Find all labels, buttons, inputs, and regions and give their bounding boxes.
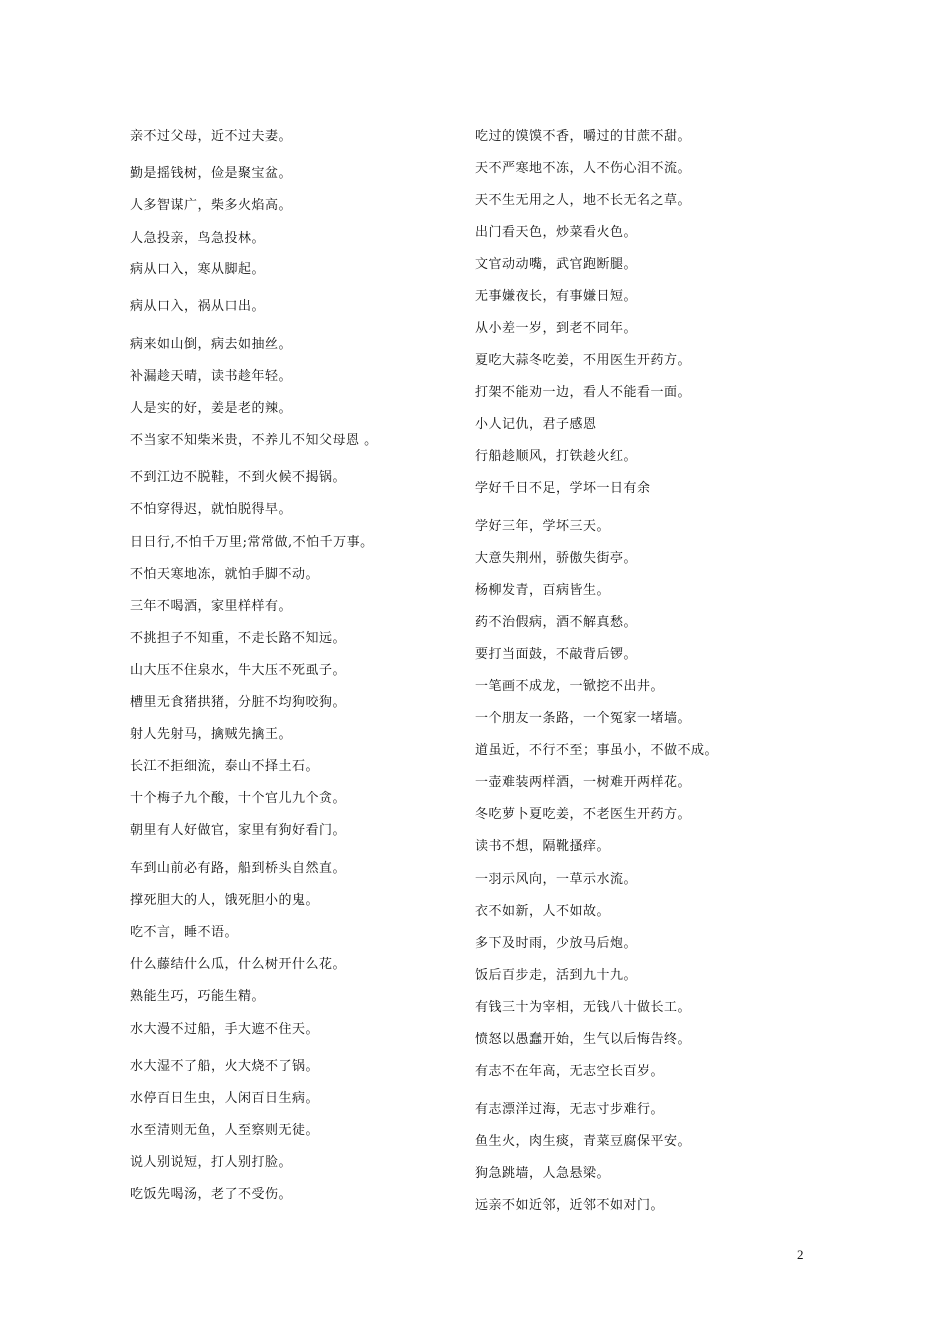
proverb-line: 狗急跳墙，人急悬梁。	[475, 1166, 611, 1181]
proverb-line: 杨柳发青，百病皆生。	[475, 583, 611, 598]
proverb-line: 药不治假病，酒不解真愁。	[475, 615, 638, 630]
proverb-line: 不挑担子不知重，不走长路不知远。	[130, 631, 347, 646]
proverb-line: 学好三年，学坏三天。	[475, 519, 611, 534]
proverb-line: 冬吃萝卜夏吃姜，不老医生开药方。	[475, 807, 692, 822]
proverb-line: 水至清则无鱼，人至察则无徒。	[130, 1123, 320, 1138]
proverb-line: 小人记仇，君子感恩	[475, 417, 597, 432]
proverb-line: 不当家不知柴米贵，不养儿不知父母恩 。	[130, 433, 378, 448]
proverb-line: 无事嫌夜长，有事嫌日短。	[475, 289, 638, 304]
proverb-line: 从小差一岁，到老不同年。	[475, 321, 638, 336]
proverb-line: 有志不在年高，无志空长百岁。	[475, 1064, 665, 1079]
proverb-line: 山大压不住泉水，牛大压不死虱子。	[130, 663, 347, 678]
proverb-line: 病从口入，寒从脚起。	[130, 262, 266, 277]
proverb-line: 槽里无食猪拱猪，分脏不均狗咬狗。	[130, 695, 347, 710]
proverb-line: 水大湿不了船，火大烧不了锅。	[130, 1059, 320, 1074]
proverb-line: 学好千日不足，学坏一日有余	[475, 481, 651, 496]
proverb-line: 水停百日生虫，人闲百日生病。	[130, 1091, 320, 1106]
proverb-line: 文官动动嘴，武官跑断腿。	[475, 257, 638, 272]
proverb-line: 亲不过父母，近不过夫妻。	[130, 129, 293, 144]
proverb-line: 大意失荆州，骄傲失街亭。	[475, 551, 638, 566]
proverb-line: 水大漫不过船，手大遮不住天。	[130, 1022, 320, 1037]
proverb-line: 什么藤结什么瓜，什么树开什么花。	[130, 957, 347, 972]
proverb-line: 吃过的馍馍不香，嚼过的甘蔗不甜。	[475, 129, 692, 144]
proverb-line: 鱼生火，肉生痰，青菜豆腐保平安。	[475, 1134, 692, 1149]
proverb-line: 饭后百步走，活到九十九。	[475, 968, 638, 983]
proverb-line: 日日行,不怕千万里;常常做,不怕千万事。	[130, 535, 374, 550]
proverb-line: 人急投亲，鸟急投林。	[130, 231, 266, 246]
proverb-line: 十个梅子九个酸，十个官儿九个贪。	[130, 791, 347, 806]
proverb-line: 勤是摇钱树，俭是聚宝盆。	[130, 166, 293, 181]
proverb-line: 不到江边不脱鞋，不到火候不揭锅。	[130, 470, 347, 485]
proverb-line: 有钱三十为宰相，无钱八十做长工。	[475, 1000, 692, 1015]
proverb-line: 一笔画不成龙，一锨挖不出井。	[475, 679, 665, 694]
proverb-line: 要打当面鼓，不敲背后锣。	[475, 647, 638, 662]
proverb-line: 三年不喝酒，家里样样有。	[130, 599, 293, 614]
proverb-line: 车到山前必有路，船到桥头自然直。	[130, 861, 347, 876]
proverb-line: 行船趁顺风，打铁趁火红。	[475, 449, 638, 464]
proverb-line: 读书不想，隔靴搔痒。	[475, 839, 611, 854]
proverb-line: 吃不言，睡不语。	[130, 925, 239, 940]
proverb-line: 长江不拒细流，泰山不择土石。	[130, 759, 320, 774]
proverb-line: 远亲不如近邻，近邻不如对门。	[475, 1198, 665, 1213]
proverb-line: 道虽近，不行不至；事虽小，不做不成。	[475, 743, 719, 758]
proverb-line: 天不严寒地不冻，人不伤心泪不流。	[475, 161, 692, 176]
proverb-line: 有志漂洋过海，无志寸步难行。	[475, 1102, 665, 1117]
proverb-line: 病来如山倒，病去如抽丝。	[130, 337, 293, 352]
proverb-line: 衣不如新，人不如故。	[475, 904, 611, 919]
proverb-line: 出门看天色，炒菜看火色。	[475, 225, 638, 240]
proverb-line: 补漏趁天晴，读书趁年轻。	[130, 369, 293, 384]
proverb-line: 吃饭先喝汤，老了不受伤。	[130, 1187, 293, 1202]
proverb-line: 不怕穿得迟，就怕脱得早。	[130, 502, 293, 517]
proverb-line: 人是实的好，姜是老的辣。	[130, 401, 293, 416]
proverb-line: 病从口入，祸从口出。	[130, 299, 266, 314]
proverb-line: 朝里有人好做官，家里有狗好看门。	[130, 823, 347, 838]
proverb-line: 天不生无用之人，地不长无名之草。	[475, 193, 692, 208]
proverb-line: 愤怒以愚蠢开始，生气以后悔告终。	[475, 1032, 692, 1047]
proverb-line: 夏吃大蒜冬吃姜，不用医生开药方。	[475, 353, 692, 368]
proverb-line: 打架不能劝一边，看人不能看一面。	[475, 385, 692, 400]
proverb-line: 说人别说短，打人别打脸。	[130, 1155, 293, 1170]
proverb-line: 一羽示风向，一草示水流。	[475, 872, 638, 887]
proverb-line: 一个朋友一条路，一个冤家一堵墙。	[475, 711, 692, 726]
proverb-line: 多下及时雨，少放马后炮。	[475, 936, 638, 951]
proverb-line: 射人先射马，擒贼先擒王。	[130, 727, 293, 742]
proverb-line: 不怕天寒地冻，就怕手脚不动。	[130, 567, 320, 582]
proverb-line: 人多智谋广，柴多火焰高。	[130, 198, 293, 213]
page-number: 2	[797, 1247, 804, 1262]
proverb-line: 撑死胆大的人，饿死胆小的鬼。	[130, 893, 320, 908]
proverb-line: 熟能生巧，巧能生精。	[130, 989, 266, 1004]
proverb-line: 一壶难装两样酒，一树难开两样花。	[475, 775, 692, 790]
